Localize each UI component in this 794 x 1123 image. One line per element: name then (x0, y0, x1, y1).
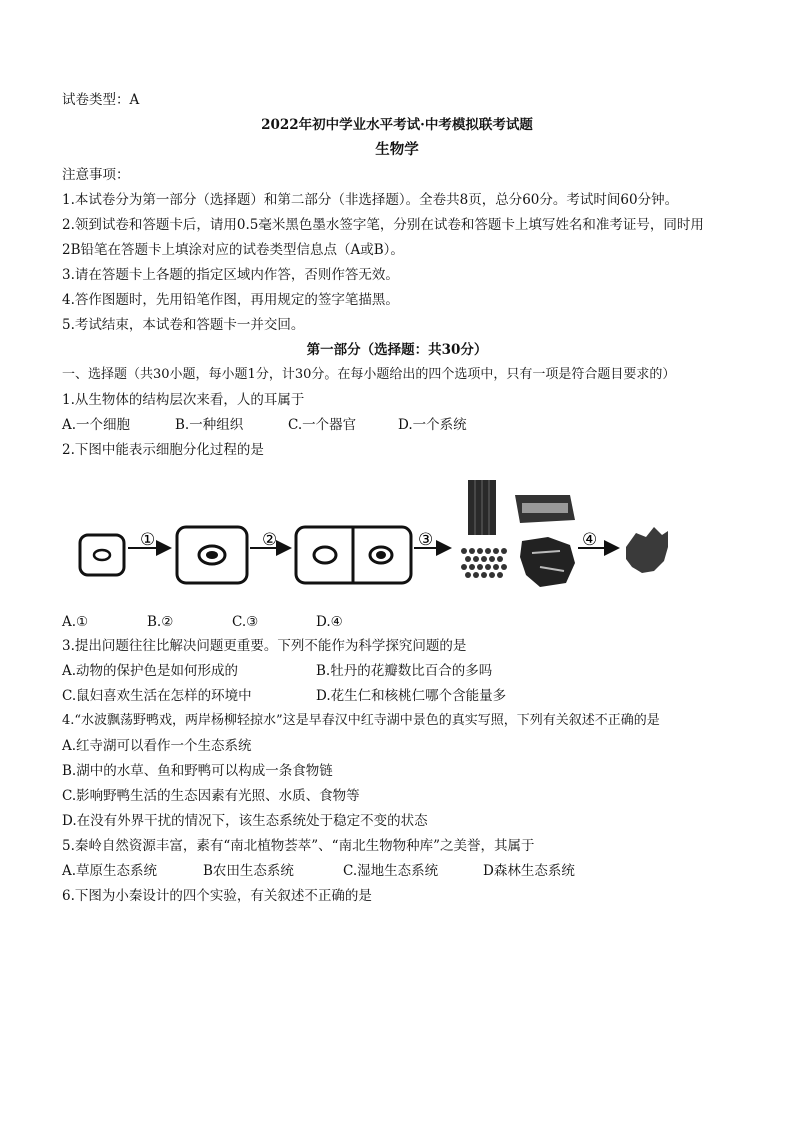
question-1-option-a: A.一个细胞 (62, 417, 131, 433)
question-6-stem: 6.下图为小秦设计的四个实验，有关叙述不正确的是 (62, 888, 372, 904)
question-3-option-b: B.牡丹的花瓣数比百合的多吗 (316, 663, 493, 679)
part1-title: 第一部分（选择题：共30分） (306, 342, 488, 358)
notice-item: 1.本试卷分为第一部分（选择题）和第二部分（非选择题）。全卷共8页，总分60分。考试时间60分钟。 (62, 192, 679, 208)
leaf-organ (626, 527, 668, 573)
question-4-option-a: A.红寺湖可以看作一个生态系统 (62, 738, 252, 754)
label-3: ③ (418, 530, 434, 550)
question-3-option-d: D.花生仁和核桃仁哪个含能量多 (316, 688, 507, 704)
notice-item: 3.请在答题卡上各题的指定区域内作答，否则作答无效。 (62, 267, 399, 283)
label-2: ② (262, 530, 278, 550)
question-3-stem: 3.提出问题往往比解决问题更重要。下列不能作为科学探究问题的是 (62, 638, 467, 654)
notice-item: 2.领到试卷和答题卡后，请用0.5毫米黑色墨水签字笔，分别在试卷和答题卡上填写姓名和准考证号，同时用 (62, 217, 704, 233)
question-1-option-c: C.一个器官 (288, 417, 357, 433)
notice-title: 注意事项： (62, 167, 130, 183)
question-1-option-b: B.一种组织 (175, 417, 244, 433)
notice-item: 4.答作图题时，先用铅笔作图，再用规定的签字笔描黑。 (62, 292, 399, 308)
label-1: ① (140, 530, 156, 550)
question-2-option-c: C.③ (232, 614, 259, 630)
question-2-option-d: D.④ (316, 614, 343, 630)
cell-differentiation-figure (70, 475, 670, 590)
notice-item: 5.考试结束，本试卷和答题卡一并交回。 (62, 317, 305, 333)
subject-title: 生物学 (375, 141, 419, 158)
question-2-option-b: B.② (147, 614, 174, 630)
question-5-option-b: B农田生态系统 (203, 863, 294, 879)
notice-item: 2B铅笔在答题卡上填涂对应的试卷类型信息点（A或B）。 (62, 242, 404, 258)
question-3-option-c: C.鼠妇喜欢生活在怎样的环境中 (62, 688, 252, 704)
question-4-option-d: D.在没有外界干扰的情况下，该生态系统处于稳定不变的状态 (62, 813, 428, 829)
tissue-group (461, 480, 575, 587)
question-5-option-a: A.草原生态系统 (62, 863, 158, 879)
question-1-stem: 1.从生物体的结构层次来看，人的耳属于 (62, 392, 305, 408)
label-4: ④ (582, 530, 598, 550)
exam-title: 2022年初中学业水平考试·中考模拟联考试题 (261, 117, 533, 133)
question-5-option-c: C.湿地生态系统 (343, 863, 439, 879)
grown-cell (177, 527, 247, 583)
question-5-option-d: D森林生态系统 (483, 863, 575, 879)
question-3-option-a: A.动物的保护色是如何形成的 (62, 663, 239, 679)
question-4-option-b: B.湖中的水草、鱼和野鸭可以构成一条食物链 (62, 763, 333, 779)
question-1-option-d: D.一个系统 (398, 417, 467, 433)
paper-type: 试卷类型：A (62, 92, 140, 108)
single-cell (80, 535, 124, 575)
question-2-option-a: A.① (62, 614, 89, 630)
question-4-option-c: C.影响野鸭生活的生态因素有光照、水质、食物等 (62, 788, 360, 804)
question-5-stem: 5.秦岭自然资源丰富，素有“南北植物荟萃”、“南北生物物种库”之美誉，其属于 (62, 838, 535, 854)
question-2-stem: 2.下图中能表示细胞分化过程的是 (62, 442, 264, 458)
divided-cells (296, 527, 411, 583)
question-4-stem: 4.“水波飘荡野鸭戏，两岸杨柳轻掠水”这是早春汉中红寺湖中景色的真实写照，下列有关叙述不正确的是 (62, 713, 660, 728)
section-instruction: 一、选择题（共30小题，每小题1分，计30分。在每小题给出的四个选项中，只有一项是符合题目要求的） (62, 367, 676, 382)
